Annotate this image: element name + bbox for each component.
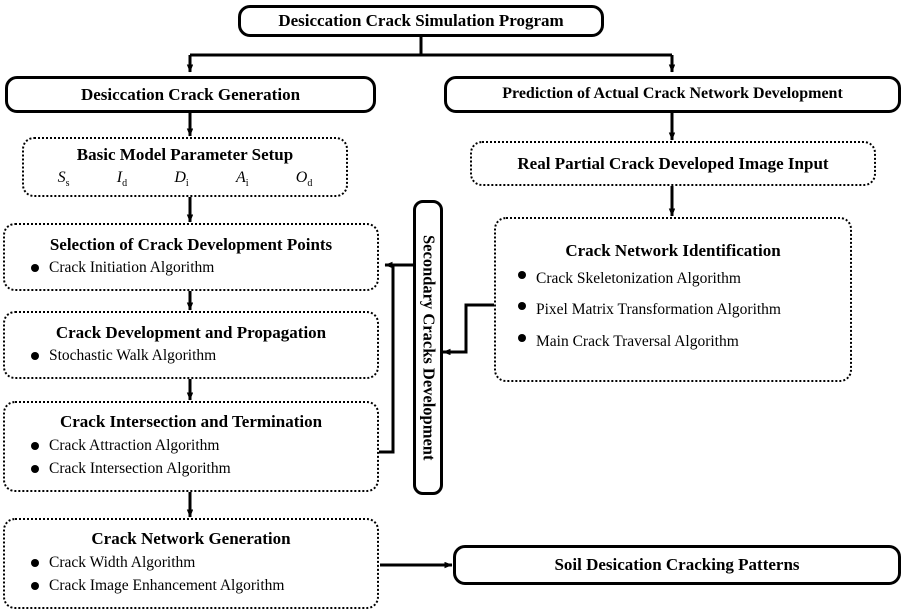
node-patterns-label: Soil Desication Cracking Patterns [554, 555, 800, 575]
intersection-items [5, 434, 377, 481]
param-1: $I_d$ [116, 169, 128, 190]
node-selection-crack-development-points [3, 223, 379, 291]
network-generation-items [5, 551, 377, 598]
list-item: Crack Image Enhancement Algorithm [31, 574, 377, 597]
node-prediction-actual-crack-network [444, 76, 901, 113]
node-root [238, 5, 604, 37]
node-network-generation-label: Crack Network Generation [91, 529, 291, 549]
node-basic-model-parameter-setup [22, 137, 348, 197]
parameter-list [24, 169, 346, 189]
param-4: $O_d$ [295, 169, 313, 190]
node-basic-model-parameter-setup-label: Basic Model Parameter Setup [76, 144, 294, 164]
node-selection-label: Selection of Crack Development Points [49, 234, 333, 254]
identification-items [496, 263, 850, 358]
node-secondary-cracks-development [413, 200, 443, 495]
node-desiccation-crack-generation-label: Desiccation Crack Generation [80, 84, 301, 104]
list-item: Crack Skeletonization Algorithm [518, 263, 850, 295]
node-identification-label: Crack Network Identification [565, 241, 781, 261]
node-desiccation-crack-generation [5, 76, 376, 113]
node-development-label: Crack Development and Propagation [55, 322, 327, 342]
node-crack-network-generation [3, 518, 379, 609]
node-secondary-cracks-development-label: Secondary Cracks Development [419, 234, 439, 461]
node-crack-intersection-termination [3, 401, 379, 492]
node-soil-desiccation-cracking-patterns [453, 545, 901, 585]
param-3: $A_i$ [235, 169, 249, 190]
node-real-partial-crack-image-input-label: Real Partial Crack Developed Image Input [517, 153, 829, 173]
node-root-label: Desiccation Crack Simulation Program [278, 11, 564, 31]
node-real-partial-crack-image-input [470, 141, 876, 186]
list-item: Crack Initiation Algorithm [31, 256, 377, 279]
selection-items [5, 256, 377, 279]
list-item: Main Crack Traversal Algorithm [518, 326, 850, 358]
list-item: Pixel Matrix Transformation Algorithm [518, 294, 850, 326]
list-item: Crack Intersection Algorithm [31, 457, 377, 480]
node-intersection-label: Crack Intersection and Termination [59, 412, 323, 432]
param-0: $S_s$ [57, 169, 70, 190]
node-crack-network-identification [494, 217, 852, 382]
node-crack-development-propagation [3, 311, 379, 379]
development-items [5, 344, 377, 367]
list-item: Crack Width Algorithm [31, 551, 377, 574]
node-prediction-actual-crack-network-label: Prediction of Actual Crack Network Development [502, 85, 843, 103]
list-item: Stochastic Walk Algorithm [31, 344, 377, 367]
param-2: $D_i$ [174, 169, 189, 190]
list-item: Crack Attraction Algorithm [31, 434, 377, 457]
